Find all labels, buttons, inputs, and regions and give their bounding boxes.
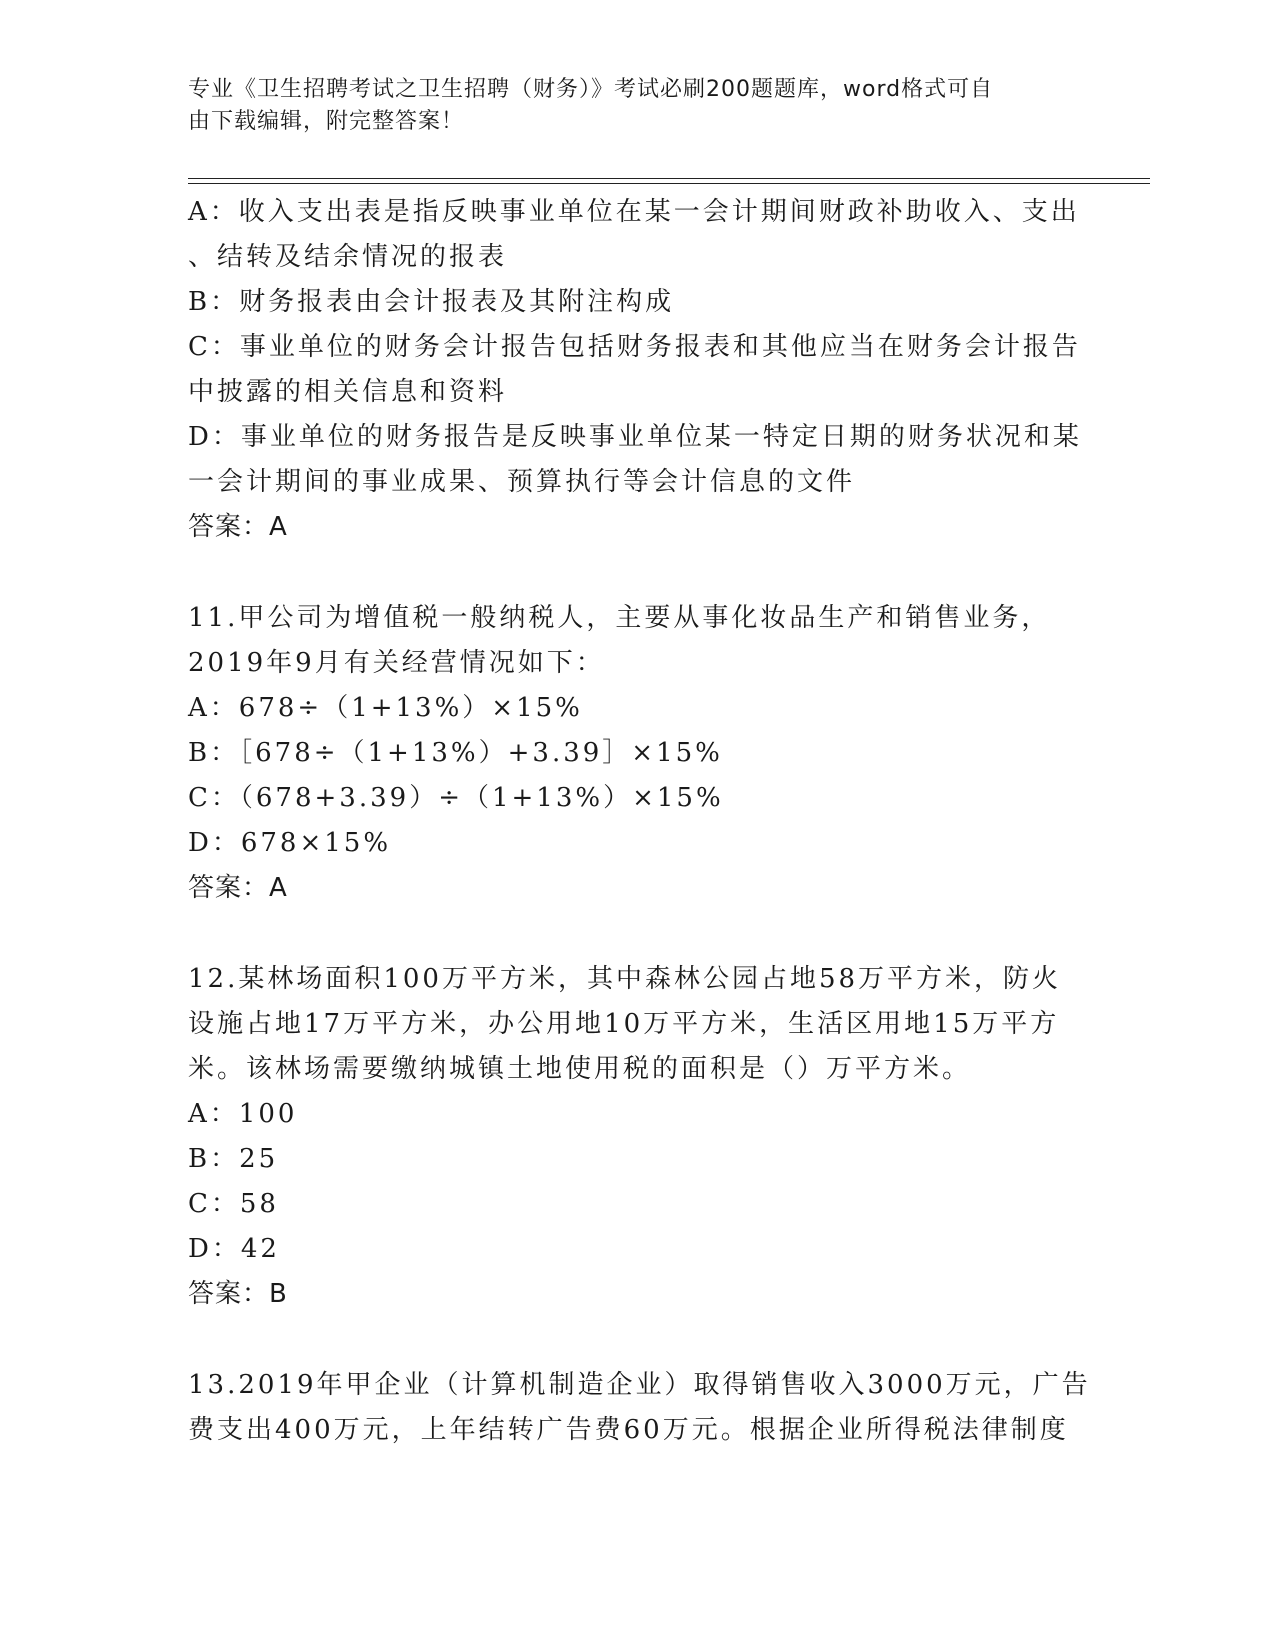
option-d: D：42: [188, 1234, 280, 1264]
question-11: [188, 596, 1068, 911]
option-b: B：［678÷（1+13%）+3.39］×15%: [188, 738, 723, 768]
header-line: 由下载编辑，附完整答案！: [188, 109, 465, 134]
header-line: 专业《卫生招聘考试之卫生招聘（财务）》考试必刷200题题库，word格式可自: [188, 77, 994, 102]
option-d: D：事业单位的财务报告是反映事业单位某一特定日期的财务状况和某: [188, 422, 1082, 452]
answer: 答案：A: [188, 512, 288, 542]
option-a: A：678÷（1+13%）×15%: [188, 693, 583, 723]
document-body: [188, 190, 1091, 1453]
document-header: [188, 74, 1068, 138]
option-b: B：财务报表由会计报表及其附注构成: [188, 287, 675, 317]
option-b: B：25: [188, 1144, 279, 1174]
question-13: [188, 1363, 1091, 1453]
question-stem-cont: 设施占地17万平方米，办公用地10万平方米，生活区用地15万平方: [188, 1009, 1060, 1039]
option-c: C：（678+3.39）÷（1+13%）×15%: [188, 783, 724, 813]
header-divider: [188, 178, 1150, 179]
question-12: [188, 957, 1068, 1317]
question-stem: 13.2019年甲企业（计算机制造企业）取得销售收入3000万元，广告: [188, 1370, 1091, 1400]
option-a: A：100: [188, 1099, 298, 1129]
question-stem-cont: 2019年9月有关经营情况如下：: [188, 648, 605, 678]
question-10: [188, 190, 1082, 550]
option-c: C：58: [188, 1189, 279, 1219]
question-stem: 12.某林场面积100万平方米，其中森林公园占地58万平方米，防火: [188, 964, 1062, 994]
question-stem: 11.甲公司为增值税一般纳税人，主要从事化妆品生产和销售业务，: [188, 603, 1051, 633]
option-d-cont: 一会计期间的事业成果、预算执行等会计信息的文件: [188, 467, 856, 497]
option-c-cont: 中披露的相关信息和资料: [188, 377, 508, 407]
question-stem-cont: 费支出400万元，上年结转广告费60万元。根据企业所得税法律制度: [188, 1415, 1069, 1445]
option-d: D：678×15%: [188, 828, 392, 858]
answer: 答案：A: [188, 873, 288, 903]
answer: 答案：B: [188, 1279, 288, 1309]
option-a: A：收入支出表是指反映事业单位在某一会计期间财政补助收入、支出: [188, 197, 1080, 227]
question-stem-cont: 米。该林场需要缴纳城镇土地使用税的面积是（）万平方米。: [188, 1054, 972, 1084]
header-divider: [188, 183, 1150, 184]
option-c: C：事业单位的财务会计报告包括财务报表和其他应当在财务会计报告: [188, 332, 1081, 362]
option-a-cont: 、结转及结余情况的报表: [188, 242, 508, 272]
